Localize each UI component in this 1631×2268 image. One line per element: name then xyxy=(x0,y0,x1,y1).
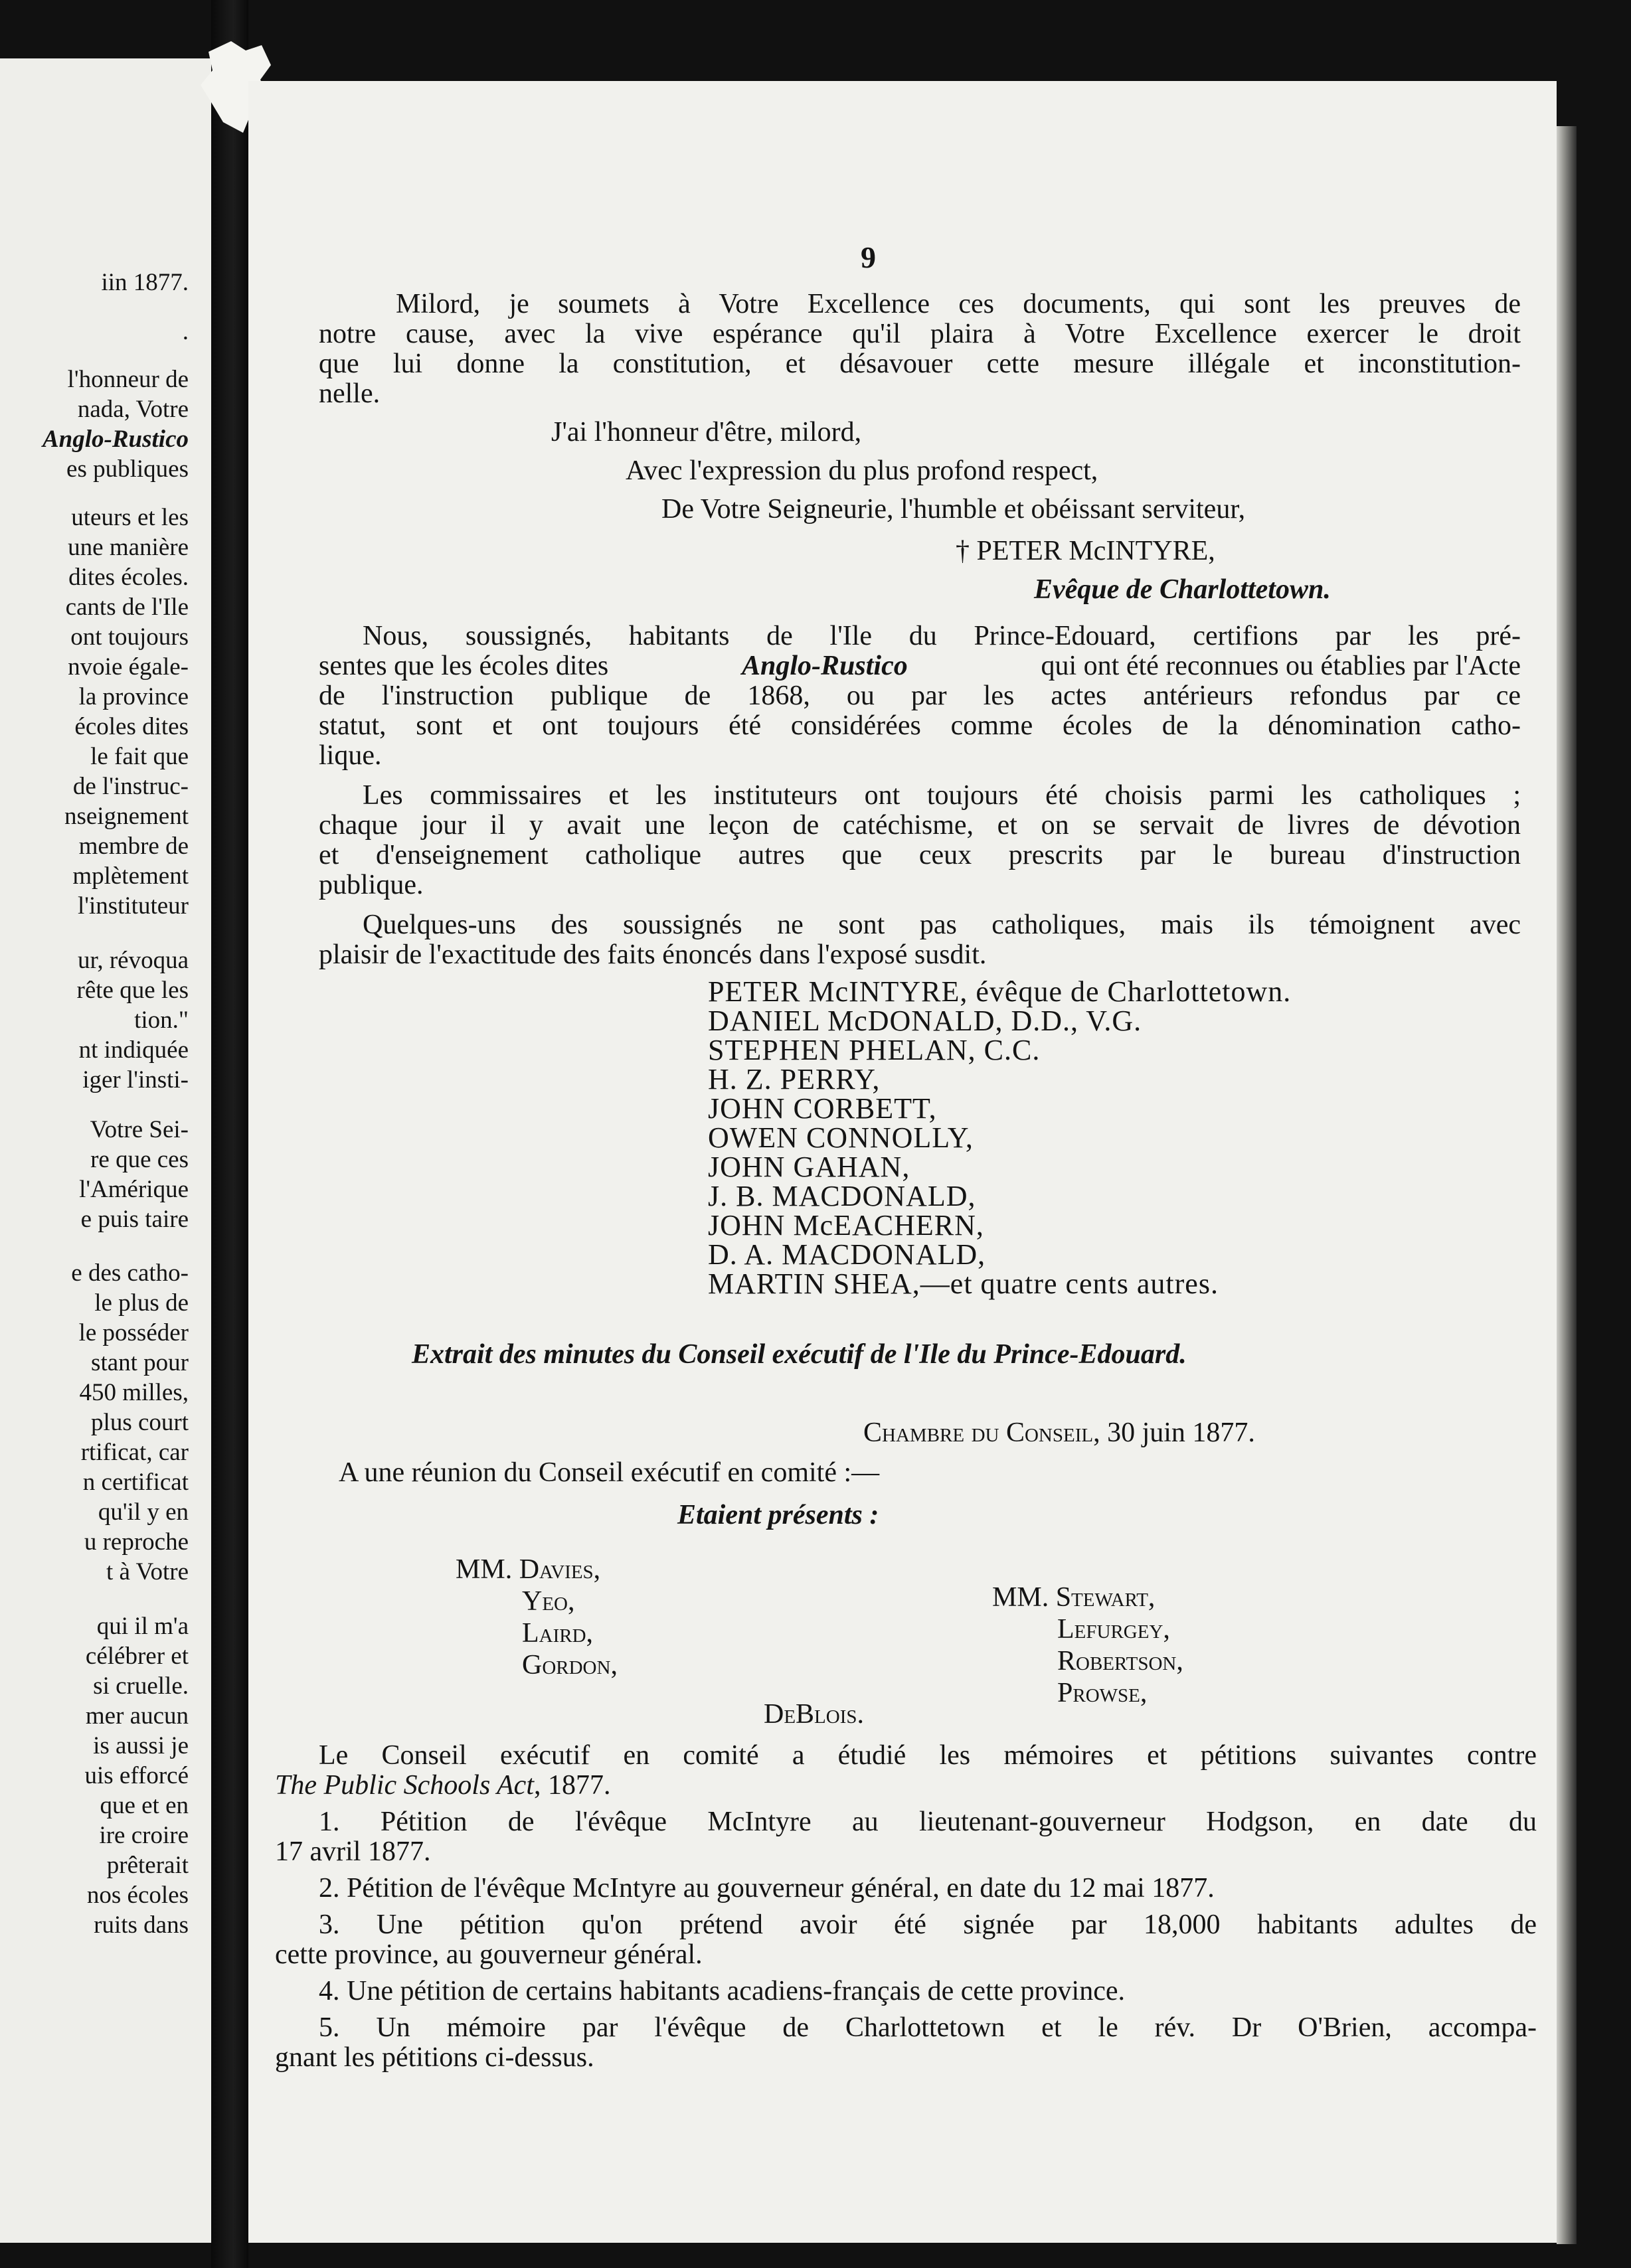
signature-title: Evêque de Charlottetown. xyxy=(1034,574,1331,605)
petition-line: lique. xyxy=(319,740,382,771)
left-page-line: le fait que xyxy=(90,743,189,770)
previous-page-fragment xyxy=(0,58,211,2243)
page-edge-shadow xyxy=(1557,126,1577,2244)
left-page-line: rtificat, car xyxy=(80,1439,189,1466)
left-page-line: es publiques xyxy=(66,455,189,483)
left-page-line: célébrer et xyxy=(85,1643,189,1670)
left-page-line: membre de xyxy=(78,833,189,860)
letter-line: que lui donne la constitution, et désavouer cette mesure illégale et inconstitution- xyxy=(319,349,1521,379)
left-page-line: cants de l'Ile xyxy=(65,594,189,621)
petition-text: sentes que les écoles dites xyxy=(319,651,609,681)
left-page-line: mer aucun xyxy=(85,1702,189,1730)
letter-line: notre cause, avec la vive espérance qu'il plaira à Votre Excellence exercer le droit xyxy=(319,319,1521,349)
left-page-line: is aussi je xyxy=(93,1732,189,1759)
signatory: JOHN GAHAN, xyxy=(708,1151,910,1183)
closing-line: J'ai l'honneur d'être, milord, xyxy=(551,417,862,447)
signatory: D. A. MACDONALD, xyxy=(708,1238,986,1271)
petition-item-cont: cette province, au gouverneur général. xyxy=(275,1939,703,1970)
left-page-line: qu'il y en xyxy=(98,1498,189,1526)
left-page-line: n certificat xyxy=(82,1469,189,1496)
council-date-line xyxy=(863,1417,1255,1449)
left-page-line: l'honneur de xyxy=(67,366,189,393)
act-title: The Public Schools Act xyxy=(275,1770,534,1801)
left-page-line: dites écoles. xyxy=(68,564,189,591)
letter-line: nelle. xyxy=(319,378,381,409)
act-year: , 1877. xyxy=(534,1770,611,1801)
left-page-line: t à Votre xyxy=(106,1558,189,1585)
left-page-line: tion." xyxy=(134,1007,189,1034)
left-page-line: iin 1877. xyxy=(101,269,189,296)
mm-prefix: MM. xyxy=(992,1582,1056,1613)
left-page-line: Anglo-Rustico xyxy=(43,426,189,453)
left-page-line: uteurs et les xyxy=(71,504,189,531)
petition-line: de l'instruction publique de 1868, ou par les actes antérieurs refondus par ce xyxy=(319,681,1521,711)
left-page-line: 450 milles, xyxy=(79,1379,189,1406)
petition-item: 1. Pétition de l'évêque McIntyre au lieutenant-gouverneur Hodgson, en date du xyxy=(319,1807,1537,1837)
signatory: H. Z. PERRY, xyxy=(708,1063,881,1095)
chambre-du-conseil: Chambre du Conseil xyxy=(863,1418,1094,1448)
present-heading: Etaient présents : xyxy=(677,1500,879,1530)
petition-item-cont: gnant les pétitions ci-dessus. xyxy=(275,2042,594,2073)
left-page-line: ruits dans xyxy=(94,1911,189,1939)
petition-line: Les commissaires et les instituteurs ont toujours été choisis parmi les catholiques ; xyxy=(363,780,1521,811)
left-page-line: Votre Sei- xyxy=(90,1116,189,1143)
left-page-line: iger l'insti- xyxy=(82,1066,189,1094)
left-page-line: écoles dites xyxy=(74,713,189,740)
petition-line: Quelques-uns des soussignés ne sont pas catholiques, mais ils témoignent avec xyxy=(363,910,1521,940)
member-name: Davies, xyxy=(519,1554,601,1585)
member-name: Robertson, xyxy=(1057,1646,1183,1676)
left-page-line: re que ces xyxy=(90,1146,189,1173)
left-page-line: une manière xyxy=(68,534,189,561)
left-page-line: de l'instruc- xyxy=(72,773,189,800)
left-page-line: ire croire xyxy=(99,1822,189,1849)
left-page-line: nseignement xyxy=(64,803,189,830)
left-page-line: ur, révoqua xyxy=(77,947,189,974)
book-gutter-shadow xyxy=(211,0,248,2268)
left-page-line: plus court xyxy=(91,1409,189,1436)
left-page-line: rête que les xyxy=(76,977,189,1004)
left-page-line: . xyxy=(182,318,189,345)
member-name: Stewart, xyxy=(1055,1582,1156,1613)
left-page-line: e puis taire xyxy=(80,1206,189,1233)
signatory: JOHN McEACHERN, xyxy=(708,1209,984,1242)
left-page-line: le posséder xyxy=(78,1319,189,1346)
left-page-line: le plus de xyxy=(94,1289,189,1317)
petition-item: 4. Une pétition de certains habitants acadiens-français de cette province. xyxy=(319,1976,1125,2006)
closing-line: De Votre Seigneurie, l'humble et obéissant serviteur, xyxy=(661,494,1246,525)
left-page-line: nos écoles xyxy=(86,1882,189,1909)
left-page-line: prêterait xyxy=(106,1852,189,1879)
member-name: DeBlois. xyxy=(764,1699,865,1730)
member-name: Yeo, xyxy=(522,1586,575,1617)
left-page-line: nt indiquée xyxy=(78,1036,189,1064)
members-left-first xyxy=(456,1554,600,1585)
petition-item: 5. Un mémoire par l'évêque de Charlottetown et le rév. Dr O'Brien, accompa- xyxy=(319,2012,1537,2043)
petition-line-2 xyxy=(319,650,1521,682)
signatory: DANIEL McDONALD, D.D., V.G. xyxy=(708,1005,1142,1037)
petition-line: statut, sont et ont toujours été considérées comme écoles de la dénomination catho- xyxy=(319,710,1521,741)
left-page-line: l'instituteur xyxy=(78,892,189,920)
meeting-line: A une réunion du Conseil exécutif en comité :— xyxy=(339,1457,880,1488)
document-page xyxy=(248,81,1557,2243)
anglo-rustico-term: Anglo-Rustico xyxy=(741,651,908,681)
left-page-line: ont toujours xyxy=(70,623,189,651)
petition-text: qui ont été reconnues ou établies par l'Acte xyxy=(1041,651,1521,681)
petition-item-cont: 17 avril 1877. xyxy=(275,1836,431,1867)
left-page-line: stant pour xyxy=(91,1349,189,1376)
council-line-2 xyxy=(275,1769,611,1801)
left-page-line: l'Amérique xyxy=(79,1176,189,1203)
council-line: Le Conseil exécutif en comité a étudié les mémoires et pétitions suivantes contre xyxy=(319,1740,1537,1771)
left-page-line: mplètement xyxy=(72,862,189,890)
mm-prefix: MM. xyxy=(456,1554,519,1585)
signatory: STEPHEN PHELAN, C.C. xyxy=(708,1034,1041,1066)
signature-name: † PETER McINTYRE, xyxy=(956,536,1215,566)
left-page-line: si cruelle. xyxy=(93,1672,189,1700)
petition-line: Nous, soussignés, habitants de l'Ile du Prince-Edouard, certifions par les pré- xyxy=(363,621,1521,651)
member-name: Laird, xyxy=(522,1618,594,1649)
letter-line: Milord, je soumets à Votre Excellence ces documents, qui sont les preuves de xyxy=(396,289,1521,319)
signatory: PETER McINTYRE, évêque de Charlottetown. xyxy=(708,975,1292,1008)
petition-line: publique. xyxy=(319,870,424,900)
left-page-line: u reproche xyxy=(84,1528,189,1556)
petition-item: 3. Une pétition qu'on prétend avoir été signée par 18,000 habitants adultes de xyxy=(319,1909,1537,1940)
members-right-first xyxy=(992,1581,1155,1613)
signatory: JOHN CORBETT, xyxy=(708,1092,937,1125)
closing-line: Avec l'expression du plus profond respect, xyxy=(626,455,1098,486)
petition-item: 2. Pétition de l'évêque McIntyre au gouverneur général, en date du 12 mai 1877. xyxy=(319,1873,1215,1903)
signatory: MARTIN SHEA,—et quatre cents autres. xyxy=(708,1267,1219,1300)
signatory: OWEN CONNOLLY, xyxy=(708,1121,974,1154)
petition-line: plaisir de l'exactitude des faits énoncés dans l'exposé susdit. xyxy=(319,939,987,970)
member-name: Gordon, xyxy=(522,1650,618,1680)
page-number: 9 xyxy=(861,240,876,274)
left-page-line: qui il m'a xyxy=(96,1613,189,1640)
member-name: Prowse, xyxy=(1057,1678,1148,1708)
left-page-line: e des catho- xyxy=(71,1259,189,1287)
left-page-line: nada, Votre xyxy=(77,396,189,423)
meeting-date: , 30 juin 1877. xyxy=(1093,1418,1255,1448)
extract-heading: Extrait des minutes du Conseil exécutif de l'Ile du Prince-Edouard. xyxy=(412,1339,1187,1370)
petition-line: chaque jour il y avait une leçon de catéchisme, et on se servait de livres de dévotion xyxy=(319,810,1521,841)
member-name: Lefurgey, xyxy=(1057,1614,1170,1645)
left-page-line: que et en xyxy=(100,1792,189,1819)
left-page-line: uis efforcé xyxy=(84,1762,189,1789)
left-page-line: nvoie égale- xyxy=(68,653,189,681)
signatory: J. B. MACDONALD, xyxy=(708,1180,976,1212)
left-page-line: la province xyxy=(78,683,189,710)
petition-line: et d'enseignement catholique autres que ceux prescrits par le bureau d'instruction xyxy=(319,840,1521,870)
